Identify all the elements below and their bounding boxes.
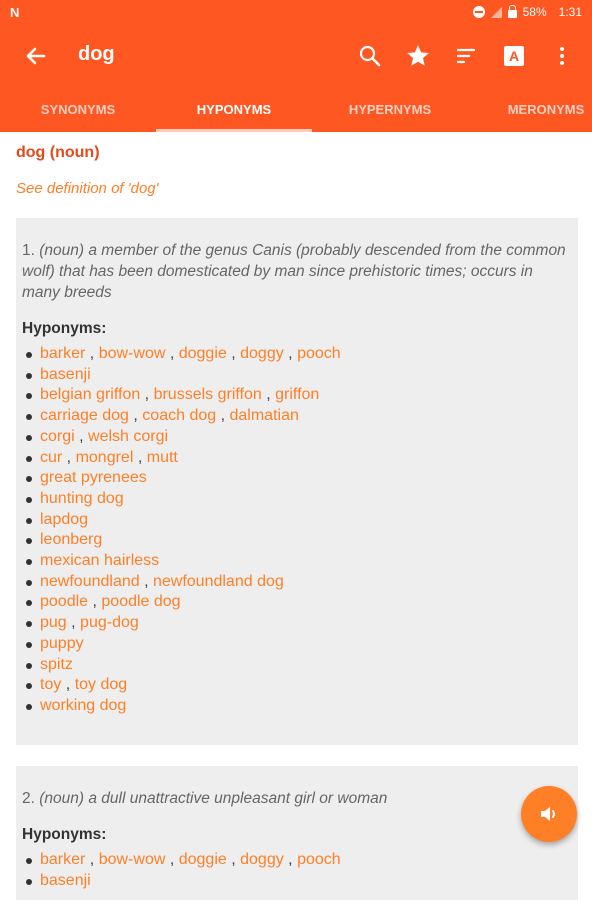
sense-gloss	[22, 240, 570, 303]
tab-hyponyms[interactable]	[156, 86, 312, 132]
tab-meronyms[interactable]: MERONYMS	[507, 102, 585, 117]
separator: ,	[226, 851, 241, 868]
battery-lock-icon	[508, 10, 517, 18]
sense-number: 1.	[22, 242, 35, 259]
tab-hypernyms[interactable]: HYPERNYMS	[348, 102, 432, 117]
hyponym-link[interactable]: poodle dog	[101, 593, 181, 611]
separator: ,	[261, 386, 276, 404]
hyponym-link[interactable]: leonberg	[40, 531, 103, 549]
hyponym-link[interactable]: poodle	[40, 593, 89, 611]
star-icon	[405, 43, 431, 69]
hyponym-link[interactable]: doggie	[178, 345, 227, 362]
hyponym-list	[22, 850, 570, 891]
list-item	[22, 551, 570, 572]
hyponym-link[interactable]: great pyrenees	[40, 469, 147, 487]
separator: ,	[74, 427, 89, 445]
hyponym-link[interactable]: carriage dog	[40, 407, 129, 425]
list-item	[22, 427, 570, 448]
list-item	[22, 489, 570, 510]
sense-pos: (noun)	[39, 790, 85, 807]
back-button[interactable]	[18, 39, 54, 73]
list-item	[22, 675, 570, 696]
sense-gloss	[22, 788, 570, 809]
separator: ,	[140, 386, 154, 404]
status-icons	[473, 5, 582, 19]
hyponym-link[interactable]: griffon	[275, 386, 320, 404]
separator: ,	[128, 407, 143, 425]
hyponym-link[interactable]: doggy	[240, 345, 284, 362]
content-area[interactable]	[0, 132, 592, 900]
hyponym-link[interactable]: pug	[40, 614, 67, 632]
more-vert-icon	[558, 45, 566, 67]
hyponym-link[interactable]: lapdog	[40, 510, 89, 528]
list-item	[22, 344, 570, 365]
hyponym-link[interactable]: working dog	[40, 696, 127, 714]
hyponym-list	[22, 344, 570, 717]
back-arrow-icon	[18, 39, 54, 73]
more-options-button[interactable]	[540, 36, 584, 76]
hyponyms-heading: Hyponyms:	[22, 320, 107, 337]
list-item	[22, 406, 570, 427]
list-item	[22, 871, 570, 892]
list-item	[22, 365, 570, 386]
list-item	[22, 696, 570, 717]
hyponym-link[interactable]: corgi	[40, 427, 75, 445]
hyponym-link[interactable]: dalmatian	[229, 407, 299, 425]
list-item	[22, 572, 570, 593]
hyponyms-heading: Hyponyms:	[22, 826, 107, 843]
hyponym-link[interactable]: pooch	[297, 851, 341, 868]
hyponym-link[interactable]: hunting dog	[40, 489, 124, 507]
page-title: dog	[78, 43, 115, 65]
separator: ,	[165, 345, 179, 362]
sense-pos: (noun)	[39, 242, 85, 259]
hyponym-link[interactable]: spitz	[40, 655, 73, 673]
tab-bar	[0, 86, 592, 132]
favorite-button[interactable]	[396, 36, 440, 76]
list-item	[22, 468, 570, 489]
hyponym-link[interactable]: barker	[40, 345, 86, 362]
hyponym-link[interactable]: toy	[40, 676, 62, 694]
notification-logo: N	[10, 5, 20, 20]
hyponym-link[interactable]: doggy	[240, 851, 284, 868]
list-item	[22, 634, 570, 655]
separator: ,	[283, 345, 298, 362]
sense-definition: a member of the genus Canis (probably descended from the common wolf) that has been domesticated by man since prehistoric times; occurs in many breeds	[22, 242, 566, 301]
status-bar	[0, 0, 592, 26]
list-item	[22, 448, 570, 469]
clock: 1:31	[558, 5, 582, 19]
hyponym-link[interactable]: pug-dog	[80, 614, 139, 632]
separator: ,	[139, 572, 153, 590]
do-not-disturb-icon	[473, 6, 485, 18]
separator: ,	[85, 345, 99, 362]
hyponym-link[interactable]: coach dog	[142, 407, 217, 425]
hyponym-link[interactable]: toy dog	[74, 676, 128, 694]
hyponym-link[interactable]: bow-wow	[98, 851, 166, 868]
separator: ,	[62, 448, 76, 466]
hyponym-link[interactable]: mutt	[146, 448, 178, 466]
list-item	[22, 530, 570, 551]
sort-button[interactable]	[444, 36, 488, 76]
hyponym-link[interactable]: basenji	[40, 365, 91, 383]
app-bar-actions	[348, 36, 584, 76]
list-item	[22, 385, 570, 406]
hyponym-link[interactable]: pooch	[297, 345, 341, 362]
app-bar	[0, 26, 592, 86]
separator: ,	[226, 345, 241, 362]
hyponym-link[interactable]: welsh corgi	[88, 427, 169, 445]
see-definition-link[interactable]: See definition of 'dog'	[16, 180, 159, 197]
battery-percent: 58%	[522, 5, 547, 19]
separator: ,	[66, 614, 81, 632]
hyponym-link[interactable]: mongrel	[75, 448, 134, 466]
font-size-icon: A	[504, 46, 524, 66]
sense-number: 2.	[22, 790, 35, 807]
hyponym-link[interactable]: puppy	[40, 634, 84, 652]
hyponym-link[interactable]: bow-wow	[98, 345, 166, 362]
pronounce-button[interactable]	[521, 786, 577, 842]
hyponym-link[interactable]: doggie	[178, 851, 227, 868]
separator: ,	[88, 593, 102, 611]
sense-card	[16, 218, 578, 745]
separator: ,	[216, 407, 230, 425]
speaker-icon	[538, 803, 560, 825]
headword: dog (noun)	[16, 144, 100, 161]
list-item	[22, 655, 570, 676]
hyponym-link[interactable]: brussels griffon	[153, 386, 262, 404]
separator: ,	[61, 676, 75, 694]
separator: ,	[85, 851, 99, 868]
list-item	[22, 850, 570, 871]
sort-icon	[455, 45, 477, 67]
tab-hyponyms-label: HYPONYMS	[196, 102, 272, 117]
font-size-button[interactable]	[492, 36, 536, 76]
search-button[interactable]	[348, 36, 392, 76]
hyponym-link[interactable]: mexican hairless	[40, 552, 160, 570]
hyponym-link[interactable]: newfoundland	[40, 572, 140, 590]
hyponym-link[interactable]: basenji	[40, 871, 91, 889]
sense-definition: a dull unattractive unpleasant girl or woman	[88, 790, 388, 807]
list-item	[22, 613, 570, 634]
search-icon	[358, 44, 382, 68]
list-item	[22, 510, 570, 531]
hyponym-link[interactable]: cur	[40, 448, 63, 466]
hyponym-link[interactable]: belgian griffon	[40, 386, 141, 404]
tab-synonyms[interactable]: SYNONYMS	[40, 102, 116, 117]
list-item	[22, 592, 570, 613]
sense-card	[16, 766, 578, 900]
separator: ,	[165, 851, 179, 868]
separator: ,	[133, 448, 147, 466]
hyponym-link[interactable]: barker	[40, 851, 86, 868]
hyponym-link[interactable]: newfoundland dog	[152, 572, 284, 590]
signal-icon	[491, 7, 502, 18]
separator: ,	[283, 851, 298, 868]
